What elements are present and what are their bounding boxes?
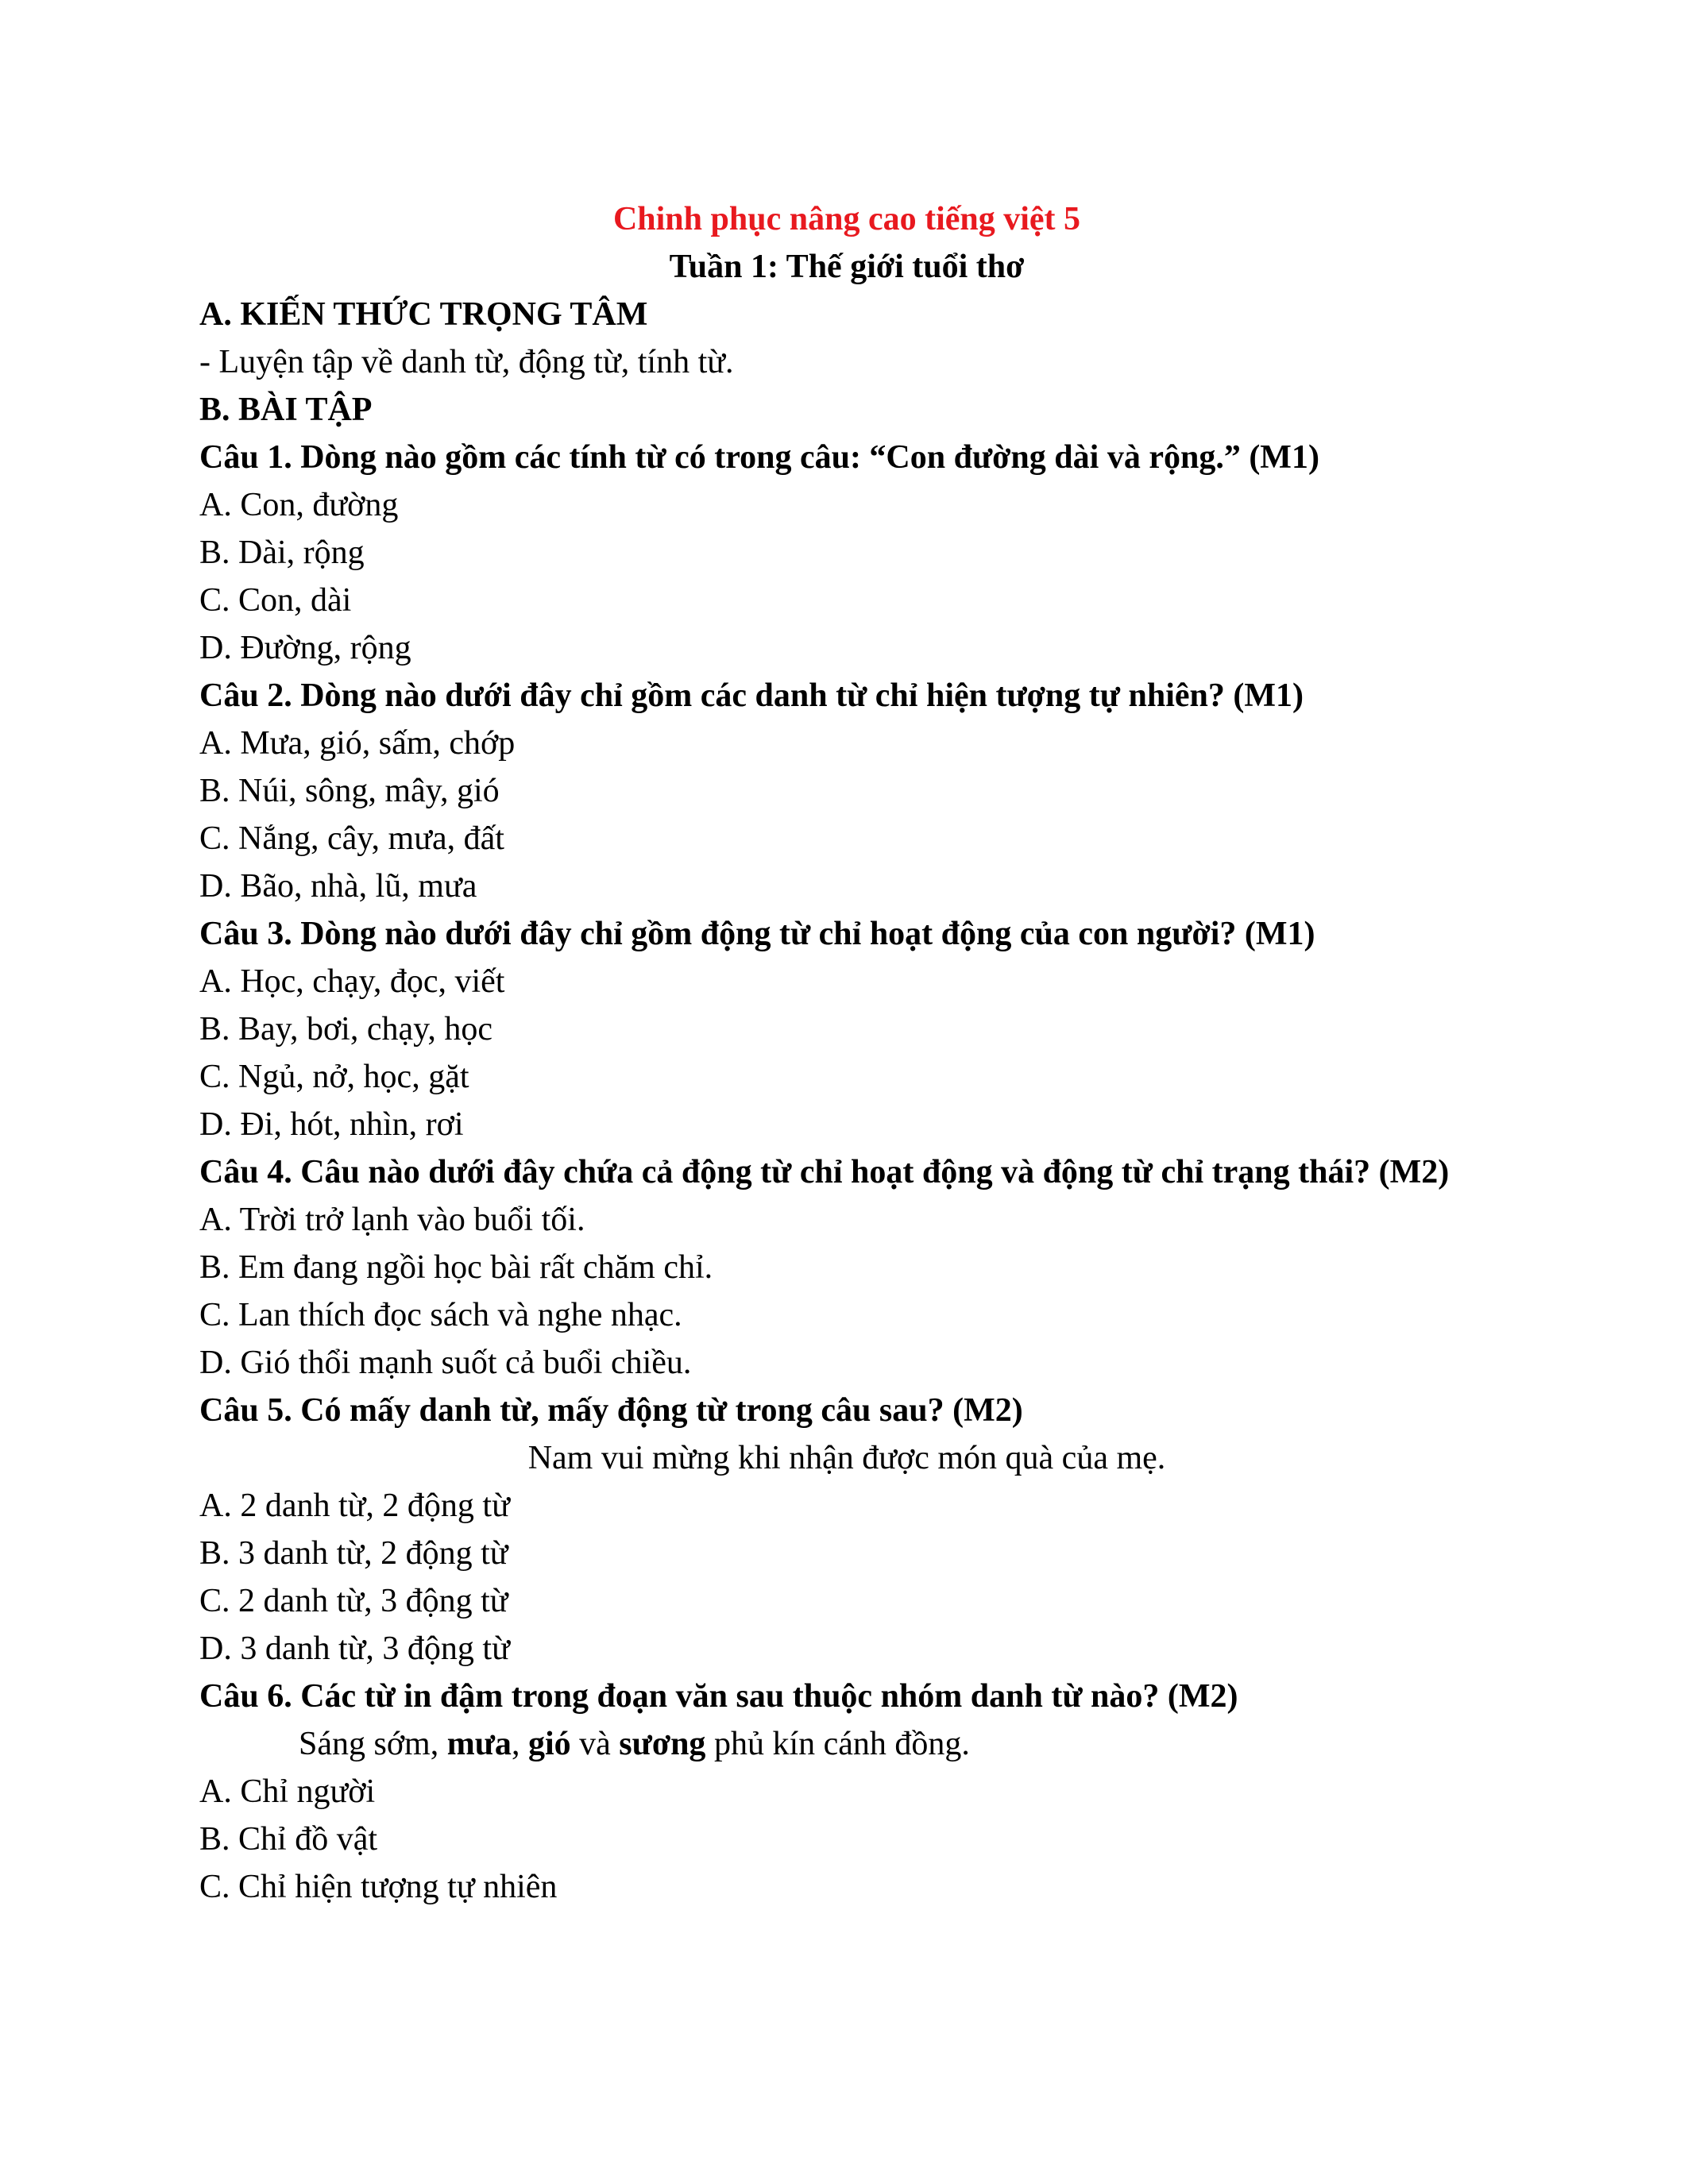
question-1: Câu 1. Dòng nào gồm các tính từ có trong câu: “Con đường dài và rộng.” (M1) <box>199 439 1319 476</box>
question-2-option-a: A. Mưa, gió, sấm, chớp <box>199 725 516 762</box>
passage-bold-word-2: gió <box>527 1726 571 1762</box>
passage-text-1: Sáng sớm, <box>299 1726 447 1762</box>
question-3: Câu 3. Dòng nào dưới đây chỉ gồm động từ chỉ hoạt động của con người? (M1) <box>199 916 1315 952</box>
section-a-heading: A. KIẾN THỨC TRỌNG TÂM <box>199 296 648 333</box>
document-page <box>199 195 1494 1911</box>
question-3-option-a: A. Học, chạy, đọc, viết <box>199 963 505 1000</box>
question-6-option-c: C. Chỉ hiện tượng tự nhiên <box>199 1869 558 1905</box>
document-subtitle: Tuần 1: Thế giới tuổi thơ <box>669 249 1025 285</box>
passage-bold-word-3: sương <box>619 1726 706 1762</box>
passage-bold-word-1: mưa <box>446 1726 512 1762</box>
question-6-passage <box>199 1720 1494 1768</box>
question-4-option-a: A. Trời trở lạnh vào buổi tối. <box>199 1202 585 1238</box>
question-1-option-a: A. Con, đường <box>199 487 399 523</box>
document-title: Chinh phục nâng cao tiếng việt 5 <box>612 201 1081 237</box>
question-6-option-b: B. Chỉ đồ vật <box>199 1821 378 1858</box>
question-2-option-c: C. Nắng, cây, mưa, đất <box>199 820 504 857</box>
question-5-option-d: D. 3 danh từ, 3 động từ <box>199 1630 510 1667</box>
question-2-option-b: B. Núi, sông, mây, gió <box>199 773 500 809</box>
question-5-sentence: Nam vui mừng khi nhận được món quà của mẹ. <box>527 1440 1166 1476</box>
question-4-option-b: B. Em đang ngồi học bài rất chăm chỉ. <box>199 1249 713 1286</box>
question-3-option-c: C. Ngủ, nở, học, gặt <box>199 1059 469 1095</box>
passage-text-3: và <box>570 1726 620 1762</box>
question-1-option-b: B. Dài, rộng <box>199 534 365 571</box>
question-6-option-a: A. Chỉ người <box>199 1773 376 1810</box>
question-5: Câu 5. Có mấy danh từ, mấy động từ trong câu sau? (M2) <box>199 1392 1023 1429</box>
question-4-option-d: D. Gió thổi mạnh suốt cả buổi chiều. <box>199 1345 692 1381</box>
question-2-option-d: D. Bão, nhà, lũ, mưa <box>199 868 477 905</box>
passage-text-2: , <box>511 1726 528 1762</box>
question-1-option-d: D. Đường, rộng <box>199 630 411 666</box>
question-4-option-c: C. Lan thích đọc sách và nghe nhạc. <box>199 1297 682 1333</box>
question-5-option-c: C. 2 danh từ, 3 động từ <box>199 1583 508 1619</box>
question-4: Câu 4. Câu nào dưới đây chứa cả động từ chỉ hoạt động và động từ chỉ trạng thái? (M2) <box>199 1154 1450 1190</box>
section-a-text: - Luyện tập về danh từ, động từ, tính từ. <box>199 344 734 380</box>
passage-text-4: phủ kín cánh đồng. <box>705 1726 970 1762</box>
question-5-option-b: B. 3 danh từ, 2 động từ <box>199 1535 508 1572</box>
question-1-option-c: C. Con, dài <box>199 582 352 619</box>
section-b-heading: B. BÀI TẬP <box>199 392 373 428</box>
question-3-option-d: D. Đi, hót, nhìn, rơi <box>199 1106 464 1143</box>
question-2: Câu 2. Dòng nào dưới đây chỉ gồm các danh từ chỉ hiện tượng tự nhiên? (M1) <box>199 677 1304 714</box>
question-5-option-a: A. 2 danh từ, 2 động từ <box>199 1488 510 1524</box>
question-6: Câu 6. Các từ in đậm trong đoạn văn sau thuộc nhóm danh từ nào? (M2) <box>199 1678 1238 1715</box>
question-3-option-b: B. Bay, bơi, chạy, học <box>199 1011 493 1048</box>
